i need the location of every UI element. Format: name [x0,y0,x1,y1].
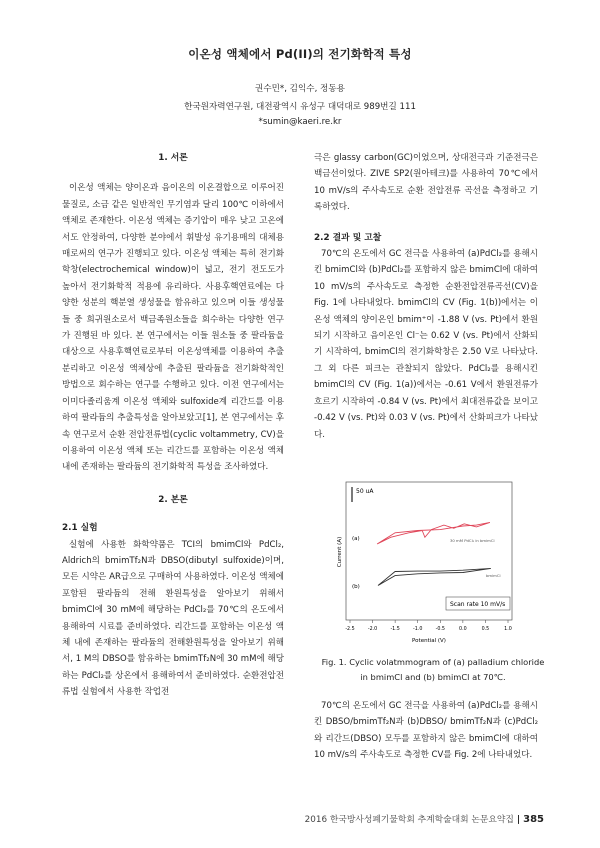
x-tick-label: -2.0 [367,627,378,632]
paper-title: 이온성 액체에서 Pd(II)의 전기화학적 특성 [188,47,412,61]
y-axis-label: Current (A) [337,536,343,568]
x-tick-label: -2.5 [345,627,355,632]
x-tick-label: 1.0 [504,627,512,632]
fig2-block [314,698,538,764]
scan-rate-label: Scan rate 10 mV/s [450,601,506,608]
intro-paragraph: 이온성 액체는 양이온과 음이온의 이온결합으로 이루어진 물질로, 소금 같은 일반적인 무기염과 달리 100℃ 이하에서 액체로 존재한다. 이온성 액체는 증기압이 매우 낮고 고온에서도 안정하여, 다양한 분야에서 휘발성 유기용매의 대체용매로써의 연구가 진행되고 있다. 이온성 액체는 특히 전기화학창(electrochemical window)이 넓고, 전기 전도도가 높아서 전기화학적 적용에 유리하다. 사용후핵연료에는 다양한 성분의 핵분열 생성물을 함유하고 있으며 이들 생성물들 중 희귀원소로서 백금족원소들을 회수하는 다양한 연구가 진행된 바 있다. 본 연구에서는 이들 원소들 중 팔라듐을 대상으로 사용후핵연료로부터 이온성액체를 이용하여 추출 분리하고 이온성 액체상에 추출된 팔라듐을 전기화학적인 방법으로 회수하는 연구를 수행하고 있다. 이전 연구에서는 이미다졸리움계 이온성 액체와 sulfoxide계 리간드를 이용하여 팔라듐의 추출특성을 알아보았고[1], 본 연구에서는 후속 연구로서 순환 전압전류법(cyclic voltammetry, CV)을 이용하여 이온성 액체 또는 리간드를 포함하는 이온성 액체 내에 존재하는 팔라듐의 전기화학적 특성을 조사하였다. [62,183,284,473]
authors: 권수민*, 김익수, 정동용 [255,84,345,94]
page-footer [305,812,544,825]
footer-text: 2016 한국방사성폐기물학회 추계학술대회 논문요약집 [304,815,514,825]
label-b: (b) [352,584,360,590]
affiliation: 한국원자력연구원, 대전광역시 유성구 대덕대로 989번길 111 [184,102,416,112]
scale-label: 50 uA [356,488,374,495]
cv-chart [338,480,520,645]
x-tick-label: -1.0 [413,627,423,632]
x-tick-label: -1.5 [390,627,400,632]
results-paragraph: 70℃의 온도에서 GC 전극을 사용하여 (a)PdCl₂를 용해시킨 bmimCl와 (b)PdCl₂를 포함하지 않은 bmimCl에 대하여 10 mV/s의 주사속도로 측정한 순환전압전류곡선(CV)을 Fig. 1에 나타내었다. bmimCl의 CV (Fig. 1(b))에서는 이온성 액체의 양이온인 bmim⁺이 -1.88 V (vs. Pt)에서 환원되기 시작하고 음이온인 Cl⁻는 0.62 V (vs. Pt)에서 산화되기 시작하여, bmimCl의 전기화학창은 2.50 V로 나타났다. 그 외 다른 피크는 관찰되지 않았다. PdCl₂를 용해시킨 bmimCl의 CV (Fig. 1(a))에서는 -0.61 V에서 환원전류가 흐르기 시작하여 -0.84 V (vs. Pt)에서 최대전류값을 보이고 -0.42 V (vs. Pt)와 0.03 V (vs. Pt)에서 산화피크가 나타났다. [314,249,538,440]
footer-separator: | [516,815,521,825]
experiment-heading: 2.1 실험 [62,523,98,534]
right-column [314,150,538,443]
x-tick-label: 0.5 [481,627,490,632]
series-a-label: 30 mM PdCl₂ in bmimCl [450,538,495,543]
x-axis-ticks [345,620,512,632]
left-column [62,150,284,701]
x-tick-label: -0.5 [435,627,445,632]
fig2-paragraph: 70℃의 온도에서 GC 전극을 사용하여 (a)PdCl₂를 용해시킨 DBSO/bmimTf₂N과 (b)DBSO/ bmimTf₂N과 (c)PdCl₂와 리간드(DBSO) 모두를 포함하지 않은 bmimCl에 대하여 10 mV/s의 주사속도로 측정한 CV를 Fig. 2에 나타내었다. [314,701,538,761]
experiment-paragraph: 실험에 사용한 화학약품은 TCI의 bmimCl와 PdCl₂, Aldrich의 bmimTf₂N과 DBSO(dibutyl sulfoxide)이며, 모든 시약은 AR급으로 구매하여 사용하였다. 이온성 액체에 포함된 팔라듐의 전해 환원특성을 알아보기 위해서 bmimCl에 30 mM에 해당하는 PdCl₂를 70℃의 온도에서 용해하여 시료를 준비하였다. 리간드를 포함하는 이온성 액체 내에 존재하는 팔라듐의 전해환원특성을 알아보기 위해서, 1 M의 DBSO를 함유하는 bmimTf₂N에 30 mM에 해당하는 PdCl₂를 상온에서 용해하여서 준비하였다. 순환전압전류법 실험에서 사용한 작업전 [62,539,284,698]
email: *sumin@kaeri.re.kr [258,117,342,127]
x-tick-label: 0.0 [459,627,467,632]
intro-heading: 1. 서론 [158,153,188,163]
figure-1 [338,480,520,645]
methods-continued-paragraph: 극은 glassy carbon(GC)이었으며, 상대전극과 기준전극은 백금선이었다. ZIVE SP2(원아테크)를 사용하여 70℃에서 10 mV/s의 주사속도로 순환 전압전류 곡선을 측정하고 기록하였다. [314,153,538,213]
figure-caption: Fig. 1. Cyclic volatmmogram of (a) palladium chloride in bmimCl and (b) bmimCl at 70℃. [321,657,545,682]
series-b-label: bmimCl [486,573,501,578]
x-axis-label: Potential (V) [412,638,446,644]
label-a: (a) [352,536,360,542]
results-heading: 2.2 결과 및 고찰 [314,232,382,243]
page-number: 385 [523,814,544,825]
main-heading: 2. 본론 [158,494,188,505]
